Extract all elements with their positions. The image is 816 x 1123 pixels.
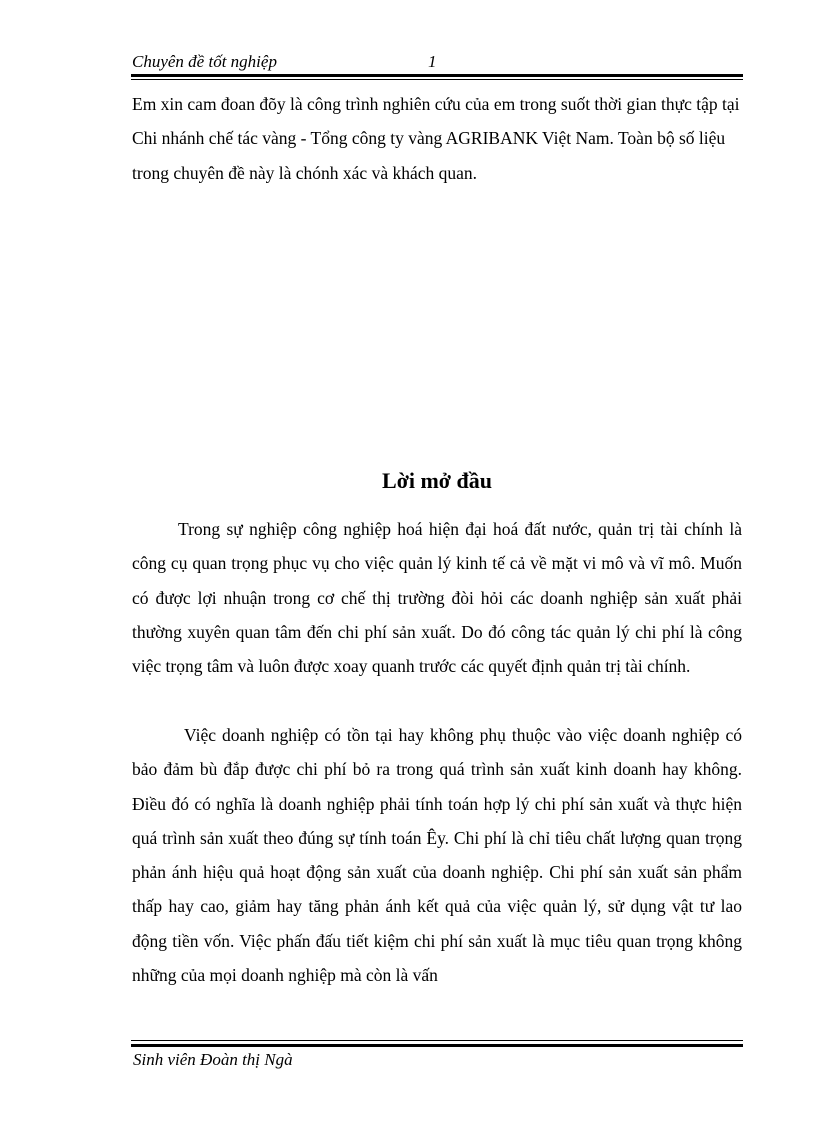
body-paragraph-2: Việc doanh nghiệp có tồn tại hay không phụ thuộc vào việc doanh nghiệp có bảo đảm bù đắp được chi phí bỏ ra trong quá trình sản xuất kinh doanh hay không. Điều đó có nghĩa là doanh nghiệp phải tính toán hợp lý chi phí sản xuất và thực hiện quá trình sản xuất theo đúng sự tính toán Êy. Chi phí là chỉ tiêu chất lượng quan trọng phản ánh hiệu quả hoạt động sản xuất của doanh nghiệp. Chi phí sản xuất sản phẩm thấp hay cao, giảm hay tăng phản ánh kết quả của việc quản lý, sử dụng vật tư lao động tiền vốn. Việc phấn đấu tiết kiệm chi phí sản xuất là mục tiêu quan trọng không những của mọi doanh nghiệp mà còn là vấn	[132, 725, 742, 986]
section-heading: Lời mở đầu	[382, 468, 492, 493]
footer-rule-thin	[131, 1040, 743, 1041]
page-header	[132, 52, 742, 74]
header-rule-thin	[131, 79, 743, 80]
header-rule-thick	[131, 74, 743, 77]
declaration-paragraph: Em xin cam đoan đõy là công trình nghiên cứu của em trong suốt thời gian thực tập tại Chi nhánh chế tác vàng - Tổng công ty vàng AGRIBANK Việt Nam. Toàn bộ số liệu trong chuyên đề này là chónh xác và khách quan.	[132, 94, 740, 183]
header-title: Chuyên đề tốt nghiệp	[132, 52, 277, 71]
footer-author: Sinh viên Đoàn thị Ngà	[133, 1050, 293, 1069]
footer-rule-thick	[131, 1044, 743, 1047]
body-paragraph-1: Trong sự nghiệp công nghiệp hoá hiện đại hoá đất nước, quản trị tài chính là công cụ quan trọng phục vụ cho việc quản lý kinh tế cả về mặt vi mô và vĩ mô. Muốn có được lợi nhuận trong cơ chế thị trường đòi hỏi các doanh nghiệp sản xuất phải thường xuyên quan tâm đến chi phí sản xuất. Do đó công tác quản lý chi phí là công việc trọng tâm và luôn được xoay quanh trước các quyết định quản trị tài chính.	[132, 519, 742, 677]
page-number: 1	[428, 52, 437, 71]
